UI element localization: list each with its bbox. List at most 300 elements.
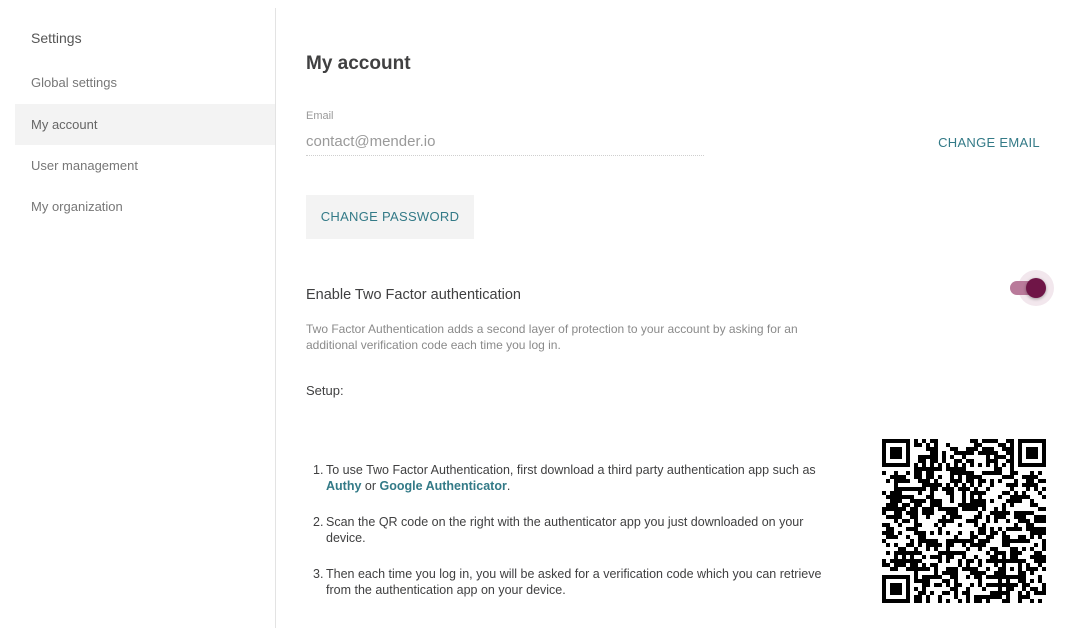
qr-module [1038, 519, 1042, 523]
qr-module [918, 443, 922, 447]
qr-module [970, 499, 974, 503]
qr-module [974, 439, 978, 443]
qr-module [978, 443, 982, 447]
qr-module [966, 595, 970, 599]
qr-module [950, 587, 954, 591]
qr-module [938, 499, 942, 503]
qr-module [998, 443, 1002, 447]
qr-module [990, 479, 994, 483]
qr-module [926, 511, 930, 515]
qr-module [902, 503, 906, 507]
qr-module [966, 547, 970, 551]
qr-module [946, 571, 950, 575]
qr-module [910, 555, 914, 559]
qr-module [1030, 511, 1034, 515]
qr-module [958, 479, 962, 483]
qr-module [986, 447, 990, 451]
qr-module [954, 539, 958, 543]
qr-module [914, 487, 918, 491]
qr-module [986, 459, 990, 463]
qr-module [954, 463, 958, 467]
qr-module [1038, 471, 1042, 475]
qr-module [934, 447, 938, 451]
qr-module [882, 595, 886, 599]
qr-module [886, 531, 890, 535]
qr-module [898, 587, 902, 591]
qr-module [1030, 455, 1034, 459]
qr-module [1042, 583, 1046, 587]
qr-module [970, 571, 974, 575]
setup-label: Setup: [306, 383, 344, 398]
qr-module [982, 451, 986, 455]
qr-module [934, 443, 938, 447]
qr-module [962, 471, 966, 475]
qr-module [890, 591, 894, 595]
qr-module [982, 479, 986, 483]
qr-module [970, 507, 974, 511]
qr-module [946, 491, 950, 495]
qr-module [926, 567, 930, 571]
qr-module [1026, 527, 1030, 531]
qr-module [990, 439, 994, 443]
qr-module [986, 559, 990, 563]
qr-module [918, 591, 922, 595]
qr-module [890, 463, 894, 467]
qr-module [982, 447, 986, 451]
qr-module [1022, 547, 1026, 551]
qr-module [894, 559, 898, 563]
qr-module [902, 555, 906, 559]
qr-module [898, 583, 902, 587]
sidebar-item-global-settings[interactable]: Global settings [31, 75, 117, 90]
qr-module [998, 527, 1002, 531]
qr-module [1018, 571, 1022, 575]
qr-module [942, 459, 946, 463]
qr-module [934, 567, 938, 571]
qr-module [894, 439, 898, 443]
sidebar-item-my-organization[interactable]: My organization [31, 199, 123, 214]
qr-module [1010, 583, 1014, 587]
qr-module [1030, 547, 1034, 551]
qr-module [1042, 479, 1046, 483]
qr-module [914, 443, 918, 447]
qr-module [902, 559, 906, 563]
qr-module [990, 555, 994, 559]
sidebar-item-my-account[interactable]: My account [15, 104, 275, 145]
qr-module [898, 515, 902, 519]
qr-module [914, 587, 918, 591]
qr-module [1018, 535, 1022, 539]
qr-module [938, 583, 942, 587]
qr-module [942, 551, 946, 555]
qr-module [1038, 507, 1042, 511]
qr-module [1018, 567, 1022, 571]
qr-module [1042, 555, 1046, 559]
qr-module [1002, 599, 1006, 603]
qr-module [906, 599, 910, 603]
qr-module [918, 455, 922, 459]
qr-module [914, 499, 918, 503]
qr-module [902, 475, 906, 479]
qr-module [914, 567, 918, 571]
qr-module [1002, 571, 1006, 575]
qr-module [1018, 559, 1022, 563]
qr-module [1006, 543, 1010, 547]
qr-module [994, 551, 998, 555]
qr-module [914, 475, 918, 479]
qr-module [914, 575, 918, 579]
toggle-thumb[interactable] [1026, 278, 1046, 298]
qr-module [922, 455, 926, 459]
qr-module [1038, 575, 1042, 579]
change-password-button[interactable]: CHANGE PASSWORD [306, 195, 474, 239]
qr-module [982, 471, 986, 475]
qr-module [934, 571, 938, 575]
qr-module [958, 459, 962, 463]
qr-module [954, 459, 958, 463]
qr-module [1034, 555, 1038, 559]
qr-module [978, 547, 982, 551]
qr-module [974, 535, 978, 539]
qr-module [950, 539, 954, 543]
step-text: or [364, 479, 377, 493]
qr-module [894, 563, 898, 567]
qr-module [922, 467, 926, 471]
qr-module [918, 595, 922, 599]
qr-module [1042, 455, 1046, 459]
qr-module [918, 539, 922, 543]
qr-module [1010, 551, 1014, 555]
qr-module [918, 599, 922, 603]
qr-module [910, 551, 914, 555]
qr-module [894, 555, 898, 559]
qr-module [974, 443, 978, 447]
qr-module [902, 495, 906, 499]
qr-module [1026, 447, 1030, 451]
qr-module [1006, 519, 1010, 523]
email-label: Email [306, 110, 334, 122]
qr-module [922, 531, 926, 535]
qr-module [918, 523, 922, 527]
qr-module [886, 463, 890, 467]
qr-module [934, 451, 938, 455]
qr-module [990, 535, 994, 539]
qr-module [938, 555, 942, 559]
qr-module [962, 567, 966, 571]
qr-module [1042, 447, 1046, 451]
qr-module [890, 527, 894, 531]
qr-module [974, 487, 978, 491]
qr-module [994, 455, 998, 459]
qr-module [1030, 571, 1034, 575]
qr-module [986, 595, 990, 599]
qr-module [902, 463, 906, 467]
qr-module [1042, 515, 1046, 519]
qr-module [958, 523, 962, 527]
qr-module [1034, 551, 1038, 555]
qr-module [898, 547, 902, 551]
qr-module [894, 475, 898, 479]
qr-module [994, 511, 998, 515]
qr-module [1002, 475, 1006, 479]
qr-module [934, 467, 938, 471]
qr-module [930, 471, 934, 475]
qr-module [906, 575, 910, 579]
qr-module [1018, 455, 1022, 459]
qr-module [970, 519, 974, 523]
qr-module [894, 587, 898, 591]
qr-module [974, 523, 978, 527]
qr-module [990, 559, 994, 563]
qr-module [978, 479, 982, 483]
qr-module [898, 559, 902, 563]
qr-module [958, 559, 962, 563]
qr-module [1030, 447, 1034, 451]
change-email-button[interactable]: CHANGE EMAIL [938, 135, 1040, 150]
qr-module [930, 495, 934, 499]
two-factor-toggle[interactable] [1005, 270, 1055, 306]
qr-module [954, 583, 958, 587]
qr-module [930, 539, 934, 543]
qr-module [1010, 447, 1014, 451]
qr-module [918, 579, 922, 583]
qr-module [914, 511, 918, 515]
qr-module [946, 511, 950, 515]
qr-module [930, 483, 934, 487]
qr-module [1026, 591, 1030, 595]
qr-module [938, 463, 942, 467]
qr-module [990, 483, 994, 487]
qr-module [970, 451, 974, 455]
email-field[interactable] [306, 128, 704, 156]
qr-module [950, 471, 954, 475]
qr-module [890, 535, 894, 539]
qr-module [986, 551, 990, 555]
qr-module [914, 551, 918, 555]
qr-module [890, 583, 894, 587]
qr-module [978, 475, 982, 479]
qr-module [930, 543, 934, 547]
qr-module [1010, 495, 1014, 499]
qr-module [1014, 583, 1018, 587]
qr-module [1010, 587, 1014, 591]
qr-module [918, 559, 922, 563]
qr-module [898, 495, 902, 499]
qr-module [910, 563, 914, 567]
qr-module [894, 567, 898, 571]
qr-module [970, 567, 974, 571]
qr-module [890, 439, 894, 443]
qr-module [994, 471, 998, 475]
qr-module [938, 599, 942, 603]
qr-module [1002, 567, 1006, 571]
qr-module [930, 507, 934, 511]
qr-module [882, 439, 886, 443]
qr-module [922, 535, 926, 539]
qr-module [1042, 567, 1046, 571]
qr-module [1026, 483, 1030, 487]
qr-module [970, 503, 974, 507]
qr-module [882, 507, 886, 511]
qr-module [1018, 599, 1022, 603]
qr-module [934, 583, 938, 587]
qr-module [918, 459, 922, 463]
qr-module [1030, 479, 1034, 483]
qr-module [1014, 575, 1018, 579]
qr-module [954, 479, 958, 483]
qr-module [910, 499, 914, 503]
qr-module [966, 575, 970, 579]
qr-module [934, 503, 938, 507]
qr-module [978, 503, 982, 507]
qr-module [882, 575, 886, 579]
qr-module [918, 467, 922, 471]
qr-module [906, 471, 910, 475]
qr-module [906, 591, 910, 595]
qr-module [966, 563, 970, 567]
qr-module [886, 563, 890, 567]
qr-module [998, 511, 1002, 515]
qr-module [910, 543, 914, 547]
qr-module [998, 559, 1002, 563]
qr-module [922, 539, 926, 543]
qr-module [926, 443, 930, 447]
qr-module [934, 575, 938, 579]
qr-module [990, 527, 994, 531]
qr-module [970, 491, 974, 495]
qr-module [894, 471, 898, 475]
qr-module [1018, 551, 1022, 555]
qr-module [958, 539, 962, 543]
qr-module [926, 455, 930, 459]
qr-module [906, 447, 910, 451]
qr-module [970, 535, 974, 539]
qr-module [950, 487, 954, 491]
qr-module [882, 523, 886, 527]
qr-module [898, 447, 902, 451]
qr-module [970, 463, 974, 467]
qr-module [890, 495, 894, 499]
qr-module [1030, 527, 1034, 531]
qr-module [998, 567, 1002, 571]
qr-module [962, 455, 966, 459]
qr-module [1006, 459, 1010, 463]
qr-module [1042, 439, 1046, 443]
qr-module [890, 507, 894, 511]
sidebar-item-user-management[interactable]: User management [31, 158, 138, 173]
qr-module [1002, 463, 1006, 467]
qr-module [998, 595, 1002, 599]
qr-module [1022, 483, 1026, 487]
qr-module [882, 471, 886, 475]
qr-module [918, 475, 922, 479]
qr-code-image [882, 439, 1046, 603]
qr-module [994, 595, 998, 599]
qr-module [986, 451, 990, 455]
qr-module [882, 539, 886, 543]
qr-module [906, 511, 910, 515]
qr-module [1010, 547, 1014, 551]
qr-module [978, 595, 982, 599]
qr-module [1034, 527, 1038, 531]
qr-module [1042, 459, 1046, 463]
qr-module [882, 563, 886, 567]
qr-module [970, 471, 974, 475]
qr-module [990, 575, 994, 579]
qr-module [1034, 455, 1038, 459]
qr-module [906, 551, 910, 555]
qr-module [978, 451, 982, 455]
qr-module [938, 503, 942, 507]
qr-module [966, 567, 970, 571]
qr-module [990, 583, 994, 587]
google-authenticator-link[interactable]: Google Authenticator [379, 479, 507, 493]
qr-module [902, 599, 906, 603]
qr-module [954, 483, 958, 487]
qr-module [938, 531, 942, 535]
authy-link[interactable]: Authy [326, 479, 362, 493]
qr-module [1018, 527, 1022, 531]
qr-module [1030, 439, 1034, 443]
qr-module [918, 535, 922, 539]
sidebar-title: Settings [31, 30, 82, 46]
qr-module [886, 523, 890, 527]
qr-module [1002, 447, 1006, 451]
qr-module [926, 575, 930, 579]
qr-module [962, 555, 966, 559]
qr-module [974, 447, 978, 451]
qr-module [910, 515, 914, 519]
qr-module [998, 455, 1002, 459]
qr-module [1026, 455, 1030, 459]
qr-module [906, 463, 910, 467]
qr-module [994, 451, 998, 455]
qr-module [914, 595, 918, 599]
qr-module [902, 479, 906, 483]
qr-module [994, 531, 998, 535]
qr-module [1038, 551, 1042, 555]
qr-module [990, 591, 994, 595]
qr-module [890, 575, 894, 579]
qr-module [1010, 539, 1014, 543]
qr-module [942, 571, 946, 575]
qr-module [894, 543, 898, 547]
qr-module [962, 543, 966, 547]
qr-module [926, 467, 930, 471]
qr-module [1030, 451, 1034, 455]
step-number: 1. [313, 463, 324, 477]
qr-module [882, 463, 886, 467]
qr-module [914, 579, 918, 583]
qr-module [906, 567, 910, 571]
qr-module [1014, 471, 1018, 475]
qr-module [1038, 479, 1042, 483]
qr-module [894, 487, 898, 491]
qr-module [1006, 579, 1010, 583]
qr-module [954, 579, 958, 583]
qr-module [962, 487, 966, 491]
qr-module [886, 575, 890, 579]
qr-module [906, 583, 910, 587]
qr-module [1014, 527, 1018, 531]
qr-module [1018, 591, 1022, 595]
qr-module [1026, 479, 1030, 483]
qr-module [890, 499, 894, 503]
qr-module [898, 511, 902, 515]
qr-module [1002, 551, 1006, 555]
qr-module [950, 543, 954, 547]
qr-module [894, 491, 898, 495]
